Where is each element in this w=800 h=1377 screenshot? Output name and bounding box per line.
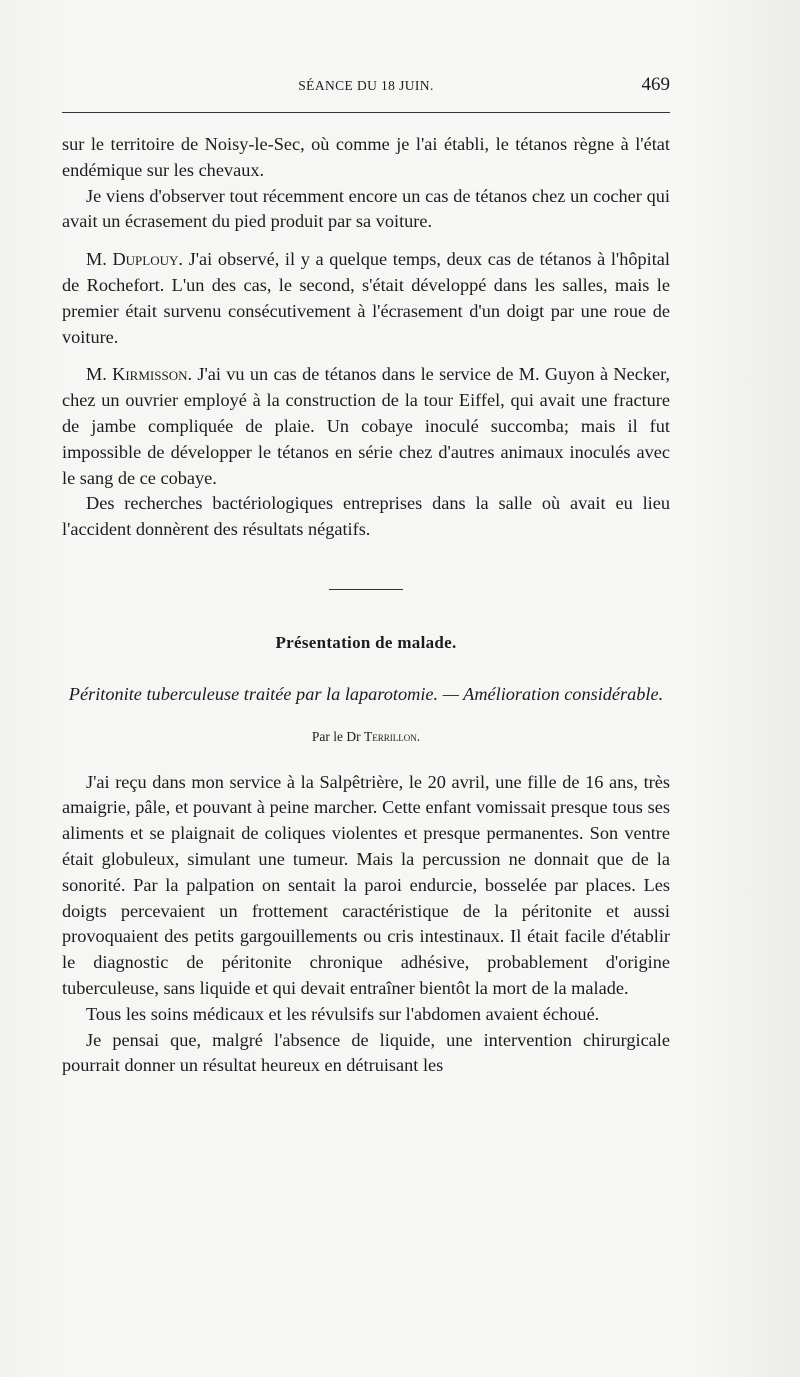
- speaker-name: M. Kirmisson.: [86, 364, 193, 385]
- header-rule: [62, 112, 670, 113]
- discussion-paragraph-kirmisson: [62, 362, 670, 491]
- running-header: [62, 74, 670, 100]
- article-paragraph-3: Je pensai que, malgré l'absence de liquide, une intervention chirurgicale pourrait donner un résultat heureux en détruisant les: [62, 1029, 670, 1076]
- discussion-paragraph-2: Je viens d'observer tout récemment encore un cas de tétanos chez un cocher qui avait un écrasement du pied produit par sa voiture.: [62, 185, 670, 232]
- byline: [62, 724, 670, 750]
- discussion-paragraph-1: sur le territoire de Noisy-le-Sec, où comme je l'ai établi, le tétanos règne à l'état endémique sur les chevaux.: [62, 134, 670, 180]
- byline-author: Terrillon.: [363, 728, 421, 744]
- speaker-remark: J'ai observé, il y a quelque temps, deux cas de tétanos à l'hôpital de Rochefort. L'un des cas, le second, s'était développé dans les salles, mais le premier était survenu consécutivement à l'écrasement d'un doigt par une roue de voiture.: [62, 249, 670, 347]
- page-number: 469: [641, 74, 670, 95]
- running-head-title: SÉANCE DU 18 JUIN.: [298, 78, 434, 93]
- article-title: Péritonite tuberculeuse traitée par la laparotomie. — Amélioration considérable.: [68, 683, 664, 704]
- section-title: Présentation de malade.: [275, 632, 457, 652]
- discussion-paragraph-duplouy: [62, 247, 670, 350]
- page-body: [62, 132, 670, 1079]
- article-paragraph-2: Tous les soins médicaux et les révulsifs sur l'abdomen avaient échoué.: [86, 1003, 600, 1024]
- article-paragraph-1: J'ai reçu dans mon service à la Salpêtrière, le 20 avril, une fille de 16 ans, très amaigrie, pâle, et pouvant à peine marcher. Cette enfant vomissait presque tous ses aliments et se plaignait de coliques violentes et presque permanentes. Son ventre était globuleux, simulant une tumeur. Mais la percussion ne donnait que de la sonorité. Par la palpation on sentait la paroi endurcie, bosselée par places. Les doigts percevaient un frottement caractéristique de la péritonite et aussi provoquaient des petits gargouillements ou cris intestinaux. Il était facile d'établir le diagnostic de péritonite chronique adhésive, probablement d'origine tuberculeuse, sans liquide et qui devait entraîner bientôt la mort de la malade.: [62, 771, 670, 998]
- section-divider: [329, 589, 403, 590]
- discussion-paragraph-5: Des recherches bactériologiques entreprises dans la salle où avait eu lieu l'accident donnèrent des résultats négatifs.: [62, 493, 670, 540]
- speaker-name: M. Duplouy.: [86, 249, 183, 270]
- speaker-remark: J'ai vu un cas de tétanos dans le service de M. Guyon à Necker, chez un ouvrier employé à la construction de la tour Eiffel, qui avait une fracture de jambe compliquée de plaie. Un cobaye inoculé succomba; mais il fut impossible de développer le tétanos en série chez d'autres animaux inoculés avec le sang de ce cobaye.: [62, 364, 670, 488]
- byline-prefix: Par le Dr: [311, 728, 364, 744]
